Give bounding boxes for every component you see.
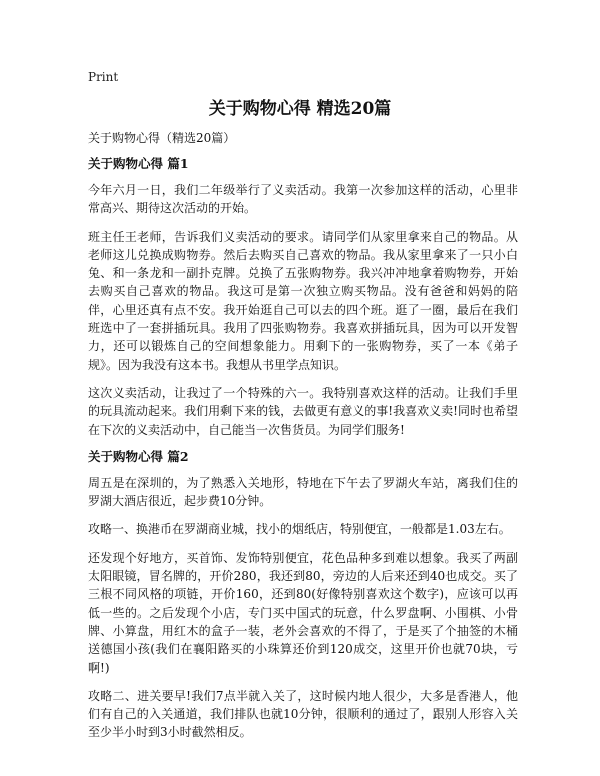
document-subtitle: 关于购物心得（精选20篇） bbox=[88, 131, 236, 145]
section-heading: 关于购物心得 篇1 bbox=[88, 156, 189, 171]
paragraph: 这次义卖活动，让我过了一个特殊的六一。我特别喜欢这样的活动。让我们手里的玩具流动起来。我们用剩下来的钱，去做更有意义的事!我喜欢义卖!同时也希望在下次的义卖活动中，自己能当一次售货员。为同学们服务! bbox=[88, 385, 518, 437]
section-2 bbox=[88, 449, 518, 742]
print-link[interactable]: Print bbox=[88, 70, 119, 84]
document-title: 关于购物心得 精选20篇 bbox=[208, 99, 392, 119]
paragraph: 班主任王老师，告诉我们义卖活动的要求。请同学们从家里拿来自己的物品。从老师这儿兑换成购物券。然后去购买自己喜欢的物品。我从家里拿来了一只小白兔、和一条龙和一副扑克牌。兑换了五张购物券。我兴冲冲地拿着购物券，开始去购买自己喜欢的物品。我这可是第一次独立购买物品。没有爸爸和妈妈的陪伴，心里还真有点不安。我开始逛自己可以去的四个班。逛了一圈，最后在我们班选中了一套拼插玩具。我用了四张购物券。我喜欢拼插玩具，因为可以开发智力，还可以锻炼自己的空间想象能力。用剩下的一张购物券，买了一本《弟子规》。因为我没有这本书。我想从书里学点知识。 bbox=[88, 229, 518, 372]
document-body bbox=[88, 130, 518, 752]
section-1 bbox=[88, 156, 518, 439]
paragraph: 攻略二、进关要早!我们7点半就入关了，这时候内地人很少，大多是香港人，他们有自己的入关通道，我们排队也就10分钟，很顺利的通过了，跟别人形容入关至少半小时到3小时截然相反。 bbox=[88, 688, 518, 740]
paragraph: 周五是在深圳的，为了熟悉入关地形，特地在下午去了罗湖火车站，离我们住的罗湖大酒店很近，起步费10分钟。 bbox=[88, 475, 518, 509]
paragraph: 攻略一、换港币在罗湖商业城，找小的烟纸店，特别便宜，一般都是1.03左右。 bbox=[88, 522, 511, 537]
paragraph: 还发现个好地方，买首饰、发饰特别便宜，花色品种多到难以想象。我买了两副太阳眼镜，冒名牌的，开价280，我还到80，旁边的人后来还到40也成交。买了三根不同风格的项链，开价160，还到80(好像特别喜欢这个数字)，应该可以再低一些的。之后发现个小店，专门买中国式的玩意，什么罗盘啊、小围棋、小骨牌、小算盘，用红木的盒子一装，老外会喜欢的不得了，于是买了个抽签的木桶送德国小孩(我们在襄阳路买的小珠算还价到120成交，这里开价也就70块，亏啊!) bbox=[88, 550, 518, 675]
paragraph: 今年六月一日，我们二年级举行了义卖活动。我第一次参加这样的活动，心里非常高兴、期待这次活动的开始。 bbox=[88, 183, 518, 216]
section-heading: 关于购物心得 篇2 bbox=[88, 448, 189, 464]
